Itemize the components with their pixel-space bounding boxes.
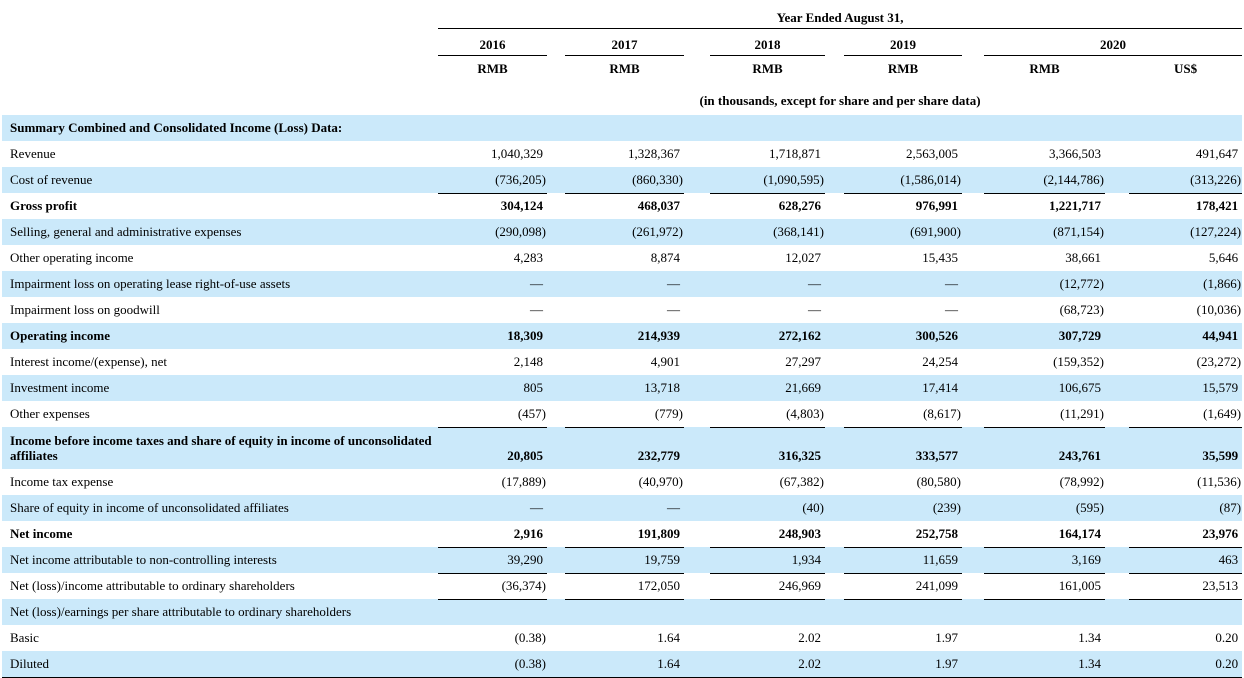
value-cell	[565, 599, 684, 625]
value-cell: 976,991	[915, 198, 958, 214]
section-title: Summary Combined and Consolidated Income (Loss) Data:	[10, 120, 343, 136]
value-cell: (313,226)	[1129, 167, 1242, 193]
column-gap	[684, 245, 710, 271]
column-gap	[1105, 427, 1129, 469]
column-gap	[825, 245, 844, 271]
table-row	[2, 573, 1242, 599]
row-label: Other expenses	[10, 406, 90, 422]
column-gap	[962, 599, 984, 625]
currency-header-rmb: RMB	[609, 61, 640, 77]
year-header-2018: 2018	[710, 28, 825, 55]
column-gap	[1105, 349, 1129, 375]
row-label: Net income	[10, 526, 73, 542]
column-gap	[684, 167, 710, 193]
value-cell: 2,563,005	[906, 146, 958, 162]
column-gap	[684, 219, 710, 245]
units-note: (in thousands, except for share and per share data)	[699, 93, 981, 109]
year-header-2017: 2017	[565, 28, 684, 55]
table-row	[2, 625, 1242, 651]
section-title-row	[2, 115, 1242, 141]
value-cell: 232,779	[637, 448, 680, 464]
row-label: Operating income	[10, 328, 111, 344]
column-gap	[825, 573, 844, 599]
column-gap	[825, 427, 844, 469]
value-cell: 1,328,367	[628, 146, 680, 162]
row-label: Income tax expense	[10, 474, 114, 490]
row-label: Cost of revenue	[10, 172, 93, 188]
table-row	[2, 401, 1242, 427]
value-cell: 191,809	[565, 521, 684, 547]
column-gap	[684, 599, 710, 625]
column-gap	[962, 495, 984, 521]
value-cell: (40,970)	[638, 474, 683, 490]
value-cell: 39,290	[438, 547, 547, 573]
column-gap	[825, 28, 844, 55]
value-cell: 2.02	[798, 655, 821, 671]
value-cell: 1.64	[657, 655, 680, 671]
value-cell: —	[667, 276, 680, 292]
value-cell: (1,649)	[1129, 401, 1242, 427]
value-cell: —	[530, 500, 543, 516]
table-row	[2, 323, 1242, 349]
value-cell: 44,941	[1202, 328, 1239, 344]
table-row	[2, 495, 1242, 521]
value-cell: 11,659	[844, 547, 962, 573]
column-gap	[547, 245, 565, 271]
column-gap	[825, 625, 844, 651]
column-gap	[825, 375, 844, 401]
column-gap	[1105, 521, 1129, 547]
row-label: Gross profit	[10, 198, 78, 214]
value-cell: —	[667, 302, 680, 318]
column-gap	[825, 193, 844, 219]
table-row	[2, 219, 1242, 245]
column-gap	[962, 375, 984, 401]
row-label: Diluted	[10, 655, 49, 671]
value-cell: —	[808, 276, 821, 292]
currency-header-rmb: RMB	[1029, 61, 1060, 77]
table-row	[2, 469, 1242, 495]
value-cell: (12,772)	[1059, 276, 1104, 292]
value-cell: 106,675	[1058, 380, 1101, 396]
column-gap	[825, 547, 844, 573]
row-label: Selling, general and administrative expenses	[10, 224, 242, 240]
value-cell: —	[808, 302, 821, 318]
value-cell: 1.64	[657, 630, 680, 646]
column-gap	[962, 167, 984, 193]
column-gap	[825, 469, 844, 495]
value-cell: 248,903	[710, 521, 825, 547]
row-label: Impairment loss on operating lease right-of-use assets	[10, 276, 291, 292]
table-row	[2, 547, 1242, 573]
value-cell: 0.20	[1215, 655, 1239, 671]
value-cell: (368,141)	[773, 224, 824, 240]
value-cell: 38,661	[1065, 250, 1101, 266]
currency-header-rmb: RMB	[887, 61, 919, 77]
row-label: Net income attributable to non-controlling interests	[10, 552, 277, 568]
value-cell: 300,526	[915, 328, 958, 344]
column-gap	[547, 193, 565, 219]
value-cell: (261,972)	[632, 224, 683, 240]
column-gap	[825, 323, 844, 349]
column-gap	[684, 349, 710, 375]
units-row	[2, 81, 1242, 115]
currency-header-usd: US$	[1173, 61, 1198, 77]
column-gap	[547, 349, 565, 375]
value-cell: 0.20	[1215, 630, 1239, 646]
value-cell	[984, 599, 1105, 625]
column-gap	[684, 141, 710, 167]
column-gap	[684, 55, 710, 81]
column-gap	[547, 375, 565, 401]
value-cell: 23,976	[1129, 521, 1242, 547]
column-gap	[547, 427, 565, 469]
column-gap	[825, 141, 844, 167]
value-cell: (691,900)	[910, 224, 961, 240]
column-gap	[1105, 651, 1129, 677]
column-gap	[962, 271, 984, 297]
value-cell: 172,050	[565, 573, 684, 599]
row-label: Other operating income	[10, 250, 134, 266]
column-gap	[1105, 55, 1129, 81]
column-gap	[547, 573, 565, 599]
column-gap	[825, 297, 844, 323]
column-gap	[1105, 469, 1129, 495]
column-gap	[1105, 167, 1129, 193]
value-cell: —	[530, 276, 543, 292]
value-cell: 1,221,717	[1049, 198, 1101, 214]
column-gap	[684, 573, 710, 599]
column-gap	[825, 349, 844, 375]
column-gap	[825, 271, 844, 297]
column-gap	[547, 297, 565, 323]
column-gap	[1105, 245, 1129, 271]
column-gap	[962, 193, 984, 219]
column-gap	[684, 323, 710, 349]
value-cell: (68,723)	[1059, 302, 1104, 318]
value-cell: 1.34	[1078, 655, 1101, 671]
value-cell: (36,374)	[438, 573, 547, 599]
column-gap	[1105, 323, 1129, 349]
value-cell: (779)	[565, 401, 684, 427]
currency-row	[2, 55, 1242, 81]
column-gap	[684, 469, 710, 495]
row-label: Revenue	[10, 146, 56, 162]
column-gap	[684, 297, 710, 323]
value-cell: (17,889)	[501, 474, 546, 490]
value-cell: (0.38)	[514, 655, 546, 671]
table-row	[2, 521, 1242, 547]
value-cell: (127,224)	[1190, 224, 1242, 240]
column-gap	[962, 521, 984, 547]
column-gap	[962, 651, 984, 677]
value-cell: 8,874	[650, 250, 680, 266]
value-cell: (1,866)	[1203, 276, 1242, 292]
row-label: Income before income taxes and share of equity in income of unconsolidated affiliates	[10, 432, 432, 464]
table-row	[2, 297, 1242, 323]
row-label: Basic	[10, 630, 39, 646]
value-cell: 21,669	[785, 380, 821, 396]
value-cell: (23,272)	[1196, 354, 1242, 370]
value-cell: (11,291)	[984, 401, 1105, 427]
value-cell: 178,421	[1195, 198, 1239, 214]
column-gap	[547, 167, 565, 193]
table-row	[2, 167, 1242, 193]
column-gap	[547, 599, 565, 625]
value-cell: 3,169	[984, 547, 1105, 573]
header-spacer	[2, 55, 438, 81]
column-gap	[684, 193, 710, 219]
value-cell: 805	[523, 380, 543, 396]
value-cell: (1,090,595)	[710, 167, 825, 193]
value-cell: 4,283	[513, 250, 543, 266]
column-gap	[825, 495, 844, 521]
column-gap	[547, 219, 565, 245]
header-spacer	[2, 0, 438, 28]
column-gap	[1105, 599, 1129, 625]
column-gap	[1105, 573, 1129, 599]
column-gap	[547, 495, 565, 521]
year-header-2019: 2019	[844, 28, 962, 55]
value-cell: 243,761	[1058, 448, 1101, 464]
column-gap	[962, 245, 984, 271]
column-gap	[962, 573, 984, 599]
column-gap	[684, 271, 710, 297]
column-gap	[825, 651, 844, 677]
value-cell: —	[945, 276, 958, 292]
column-gap	[825, 521, 844, 547]
column-gap	[547, 141, 565, 167]
column-gap	[825, 401, 844, 427]
row-label: Net (loss)/income attributable to ordinary shareholders	[10, 578, 295, 594]
value-cell: (736,205)	[438, 167, 547, 193]
value-cell: (595)	[1075, 500, 1104, 516]
row-label: Investment income	[10, 380, 110, 396]
column-gap	[1105, 625, 1129, 651]
column-gap	[962, 323, 984, 349]
value-cell: 17,414	[922, 380, 958, 396]
column-gap	[1105, 495, 1129, 521]
column-gap	[684, 375, 710, 401]
row-label: Impairment loss on goodwill	[10, 302, 160, 318]
column-gap	[684, 495, 710, 521]
value-cell: 161,005	[984, 573, 1105, 599]
column-gap	[547, 401, 565, 427]
table-row	[2, 427, 1242, 469]
table-row	[2, 375, 1242, 401]
value-cell: 35,599	[1202, 448, 1239, 464]
value-cell: 20,805	[507, 448, 543, 464]
row-label: Share of equity in income of unconsolidated affiliates	[10, 500, 289, 516]
value-cell: (1,586,014)	[844, 167, 962, 193]
value-cell: (290,098)	[495, 224, 546, 240]
year-ended-row	[2, 0, 1242, 28]
column-gap	[962, 28, 984, 55]
table-row	[2, 599, 1242, 625]
column-gap	[1105, 401, 1129, 427]
years-row	[2, 28, 1242, 55]
column-gap	[684, 625, 710, 651]
value-cell: 316,325	[778, 448, 821, 464]
value-cell: (8,617)	[844, 401, 962, 427]
value-cell: (871,154)	[1053, 224, 1104, 240]
value-cell: 2.02	[798, 630, 821, 646]
value-cell: 1,040,329	[491, 146, 543, 162]
value-cell: 13,718	[644, 380, 680, 396]
value-cell: 491,647	[1195, 146, 1239, 162]
value-cell: 1,934	[710, 547, 825, 573]
value-cell: (10,036)	[1196, 302, 1242, 318]
table-row	[2, 193, 1242, 219]
column-gap	[962, 141, 984, 167]
value-cell: 23,513	[1129, 573, 1242, 599]
value-cell: (0.38)	[514, 630, 546, 646]
column-gap	[962, 349, 984, 375]
column-gap	[962, 547, 984, 573]
value-cell: 333,577	[915, 448, 958, 464]
year-ended-header: Year Ended August 31,	[438, 0, 1242, 28]
currency-header-rmb: RMB	[752, 61, 783, 77]
table-row	[2, 349, 1242, 375]
table-row	[2, 271, 1242, 297]
column-gap	[1105, 547, 1129, 573]
value-cell: 214,939	[637, 328, 680, 344]
value-cell: 5,646	[1208, 250, 1239, 266]
value-cell: (239)	[932, 500, 961, 516]
value-cell: 272,162	[778, 328, 821, 344]
column-gap	[547, 625, 565, 651]
value-cell: 241,099	[844, 573, 962, 599]
column-gap	[825, 167, 844, 193]
value-cell: 2,916	[438, 521, 547, 547]
value-cell: (860,330)	[565, 167, 684, 193]
column-gap	[547, 651, 565, 677]
column-gap	[825, 599, 844, 625]
value-cell: 1.97	[935, 630, 958, 646]
value-cell: (4,803)	[710, 401, 825, 427]
currency-header-rmb: RMB	[477, 61, 508, 77]
column-gap	[547, 521, 565, 547]
value-cell: (11,536)	[1197, 474, 1242, 490]
value-cell: 15,579	[1202, 380, 1239, 396]
column-gap	[962, 625, 984, 651]
column-gap	[684, 547, 710, 573]
column-gap	[684, 427, 710, 469]
value-cell: (457)	[438, 401, 547, 427]
row-label: Net (loss)/earnings per share attributable to ordinary shareholders	[10, 604, 352, 620]
table-row	[2, 651, 1242, 677]
value-cell: 246,969	[710, 573, 825, 599]
column-gap	[1105, 141, 1129, 167]
value-cell: 24,254	[922, 354, 958, 370]
column-gap	[684, 651, 710, 677]
value-cell: 1.97	[935, 655, 958, 671]
value-cell: (87)	[1219, 500, 1242, 516]
value-cell: —	[530, 302, 543, 318]
value-cell: (159,352)	[1053, 354, 1104, 370]
value-cell: —	[667, 500, 680, 516]
column-gap	[962, 469, 984, 495]
income-statement-table	[2, 0, 1242, 678]
header-spacer	[2, 28, 438, 55]
column-gap	[547, 323, 565, 349]
value-cell: 27,297	[785, 354, 821, 370]
table-row	[2, 141, 1242, 167]
column-gap	[1105, 271, 1129, 297]
value-cell: (2,144,786)	[984, 167, 1105, 193]
value-cell: (78,992)	[1059, 474, 1104, 490]
value-cell: 2,148	[513, 354, 543, 370]
value-cell: 304,124	[500, 198, 543, 214]
year-header-2020: 2020	[984, 28, 1242, 55]
value-cell: 463	[1129, 547, 1242, 573]
value-cell: 19,759	[565, 547, 684, 573]
column-gap	[962, 55, 984, 81]
value-cell: 468,037	[637, 198, 680, 214]
column-gap	[962, 427, 984, 469]
value-cell: (80,580)	[916, 474, 961, 490]
column-gap	[547, 55, 565, 81]
column-gap	[547, 547, 565, 573]
value-cell	[710, 599, 825, 625]
value-cell: 628,276	[778, 198, 821, 214]
value-cell: 1.34	[1078, 630, 1101, 646]
row-label: Interest income/(expense), net	[10, 354, 168, 370]
value-cell: 1,718,871	[769, 146, 821, 162]
value-cell: 15,435	[922, 250, 958, 266]
column-gap	[1105, 219, 1129, 245]
column-gap	[962, 401, 984, 427]
column-gap	[684, 28, 710, 55]
value-cell: 12,027	[785, 250, 821, 266]
column-gap	[684, 401, 710, 427]
column-gap	[1105, 193, 1129, 219]
value-cell: 164,174	[984, 521, 1105, 547]
value-cell: 307,729	[1058, 328, 1101, 344]
value-cell: 252,758	[844, 521, 962, 547]
column-gap	[962, 297, 984, 323]
column-gap	[962, 219, 984, 245]
value-cell: —	[945, 302, 958, 318]
column-gap	[1105, 375, 1129, 401]
column-gap	[547, 28, 565, 55]
header-spacer	[2, 81, 438, 115]
value-cell	[438, 599, 547, 625]
column-gap	[547, 469, 565, 495]
column-gap	[684, 521, 710, 547]
value-cell	[1129, 599, 1242, 625]
column-gap	[825, 55, 844, 81]
year-header-2016: 2016	[438, 28, 547, 55]
column-gap	[825, 219, 844, 245]
table-row	[2, 245, 1242, 271]
value-cell: (40)	[802, 500, 824, 516]
value-cell: 3,366,503	[1049, 146, 1101, 162]
column-gap	[547, 271, 565, 297]
value-cell: (67,382)	[779, 474, 824, 490]
column-gap	[1105, 297, 1129, 323]
value-cell	[844, 599, 962, 625]
value-cell: 18,309	[507, 328, 543, 344]
value-cell: 4,901	[650, 354, 680, 370]
